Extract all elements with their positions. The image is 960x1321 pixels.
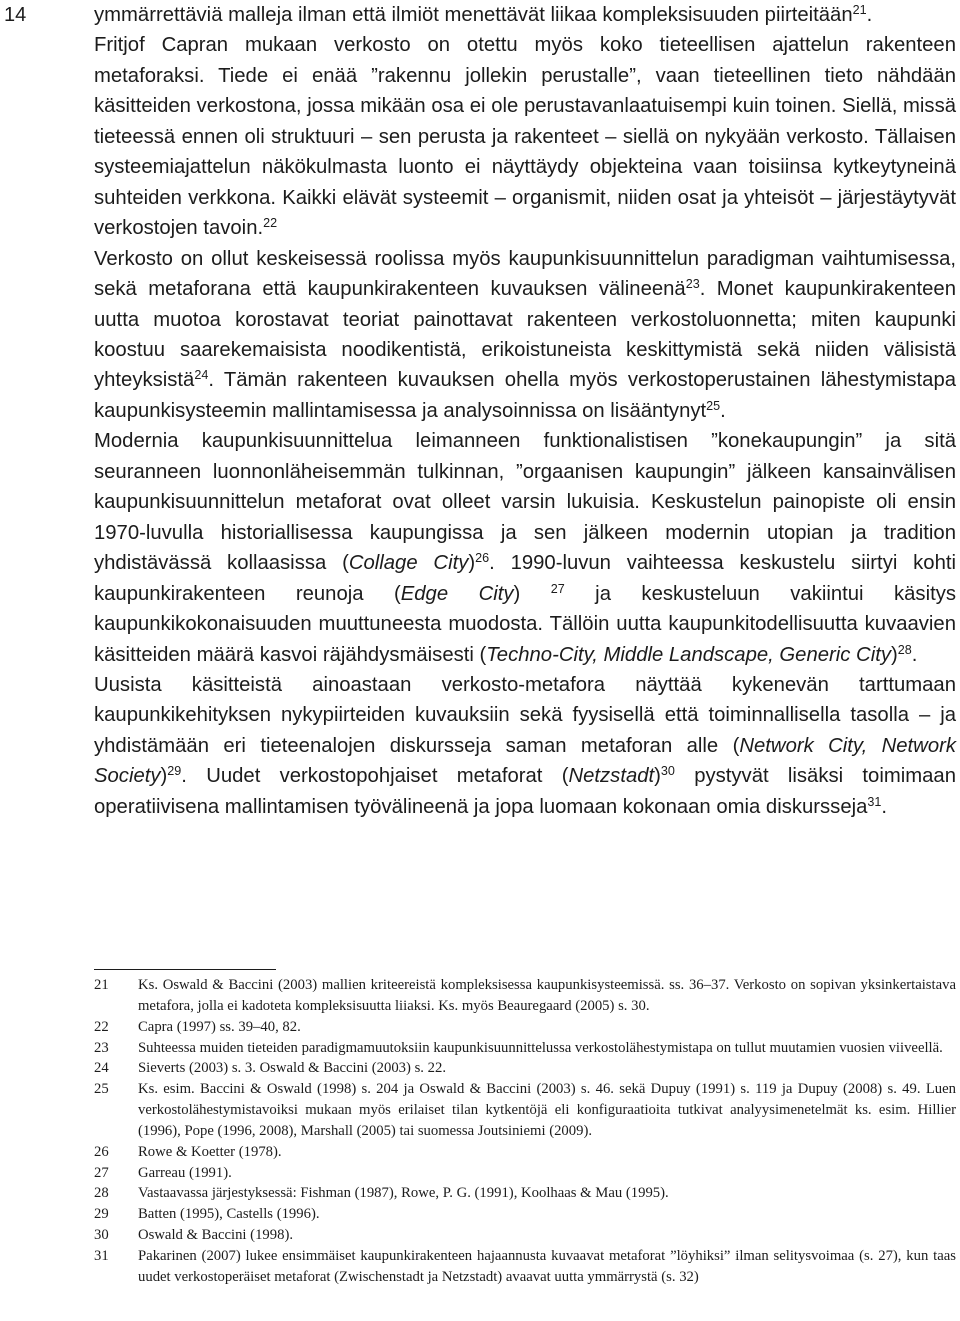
footnote-text: Ks. Oswald & Baccini (2003) mallien kriteereistä kompleksisessa kaupunkisysteemissä. ss. 36–37. Verkosto on sopivan yksinkertaistava metafora, jolla ei kadoteta kompleksisuutta liiaksi. Ks. myös Beauregaard (2005) s. 30. — [138, 977, 956, 1014]
footnote-number: 21 — [94, 977, 109, 993]
text-run: . — [720, 399, 726, 422]
paragraph — [94, 244, 956, 427]
footnote-ref: 26 — [475, 551, 490, 566]
italic-term: Techno-City, Middle Landscape, Generic City — [486, 643, 891, 666]
footnote-item — [94, 1058, 956, 1079]
footnote-ref: 21 — [852, 3, 867, 18]
footnote-text: Capra (1997) ss. 39–40, 82. — [138, 1018, 301, 1035]
footnote-ref: 23 — [685, 277, 700, 292]
footnote-text: Garreau (1991). — [138, 1164, 232, 1181]
footnote-number: 24 — [94, 1060, 109, 1077]
footnote-text: Pakarinen (2007) lukee ensimmäiset kaupunkirakenteen hajaannusta kuvaavat metaforat ”löyhiksi” ilman selitysvoimaa (s. 27), kun taas uudet verkostoperäiset metaforat (Zwischenstadt ja Netzstadt) avaavat uutta ymmärrystä (s. 32) — [138, 1247, 956, 1285]
text-run: . — [881, 795, 888, 818]
footnote-text: Rowe & Koetter (1978). — [138, 1143, 282, 1160]
footnote-ref: 24 — [194, 368, 209, 383]
footnote-item — [94, 1163, 956, 1184]
paragraph — [94, 426, 956, 670]
footnote-item — [94, 1142, 956, 1163]
text-run: pystyvät lisäksi toimimaan operatiivisena mallintamisen työvälineenä ja jopa luomaan kokonaan omia diskursseja — [94, 765, 956, 818]
italic-term: Netzstadt — [568, 765, 655, 788]
footnote-text: Suhteessa muiden tieteiden paradigmamuutoksiin kaupunkisuunnittelussa verkostolähestymistapa on tullut muutamien vuosien viiveellä. — [138, 1039, 943, 1056]
footnote-text: Sieverts (2003) s. 3. Oswald & Baccini (2003) s. 22. — [138, 1060, 446, 1077]
footnote-number: 28 — [94, 1185, 109, 1202]
text-run: Fritjof Capran mukaan verkosto on otettu myös koko tieteellisen ajattelun rakenteen metaforaksi. Tiede ei enää ”rakennu jollekin perustalle”, vaan tieteellinen tieto nähdään käsitteiden verkostona, jossa mikään osa ei ole perustavanlaatuisempi kuin toinen. Siellä, missä tieteessä ennen oli struktuuri – sen perusta ja rakenteet – siellä on nykyään verkosto. Tällaisen systeemiajattelun näkökulmasta luonto ei näyttäydy objekteina vaan toisiinsa kytkeytyneinä suhteiden verkkona. Kaikki elävät systeemit – organismit, niiden osat ja yhteisöt – järjestäytyvät verkostojen tavoin. — [94, 34, 956, 240]
footnote-ref: 22 — [263, 216, 278, 231]
footnote-number: 23 — [94, 1039, 109, 1056]
footnote-ref: 29 — [167, 764, 182, 779]
text-run: . Tämän rakenteen kuvauksen ohella myös verkostoperustainen lähestymistapa kaupunkisysteemin mallintamisessa ja analysoinnissa on lisääntynyt — [94, 369, 956, 422]
text-run: ) — [513, 582, 551, 605]
footnote-number: 25 — [94, 1081, 109, 1098]
text-run: ) — [468, 552, 476, 575]
footnote-ref: 28 — [897, 642, 912, 657]
footnote-ref: 30 — [660, 764, 675, 779]
italic-term: Collage City — [348, 552, 469, 575]
text-run: ) — [890, 643, 898, 666]
footnote-item — [94, 1246, 956, 1288]
footnote-ref: 27 — [550, 581, 565, 596]
footnote-item — [94, 1017, 956, 1038]
text-run: . — [866, 4, 873, 26]
footnote-number: 31 — [94, 1247, 109, 1264]
footnote-number: 26 — [94, 1143, 109, 1160]
footnote-ref: 31 — [867, 794, 882, 809]
footnotes — [94, 975, 956, 1288]
text-run: ja keskusteluun vakiintui käsitys kaupunkikokonaisuuden muuttuneesta muodosta. Tällöin uutta kaupunkitodellisuutta kuvaavien käsitteiden määrä kasvoi räjähdysmäisesti ( — [94, 582, 956, 666]
footnote-text: Batten (1995), Castells (1996). — [138, 1206, 320, 1223]
text-run: Modernia kaupunkisuunnittelua leimanneen funktionalistisen ”konekaupungin” ja sitä seuranneen luonnonläheisemmän tulkinnan, ”orgaanisen kaupungin” jälkeen kansainvälisen kaupunkisuunnittelun metaforat ovat olleet varsin lukuisia. Keskustelun painopiste oli ensin 1970-luvulla historiallisessa kaupungissa ja sen jälkeen modernin utopian ja tradition yhdistävässä kollaasissa ( — [94, 430, 956, 575]
paragraph — [94, 0, 956, 30]
footnote-text: Vastaavassa järjestyksessä: Fishman (1987), Rowe, P. G. (1991), Koolhaas & Mau (1995). — [138, 1185, 669, 1202]
footnote-ref: 25 — [706, 398, 721, 413]
footnote-item — [94, 1183, 956, 1204]
footnote-number: 27 — [94, 1164, 109, 1181]
italic-term: Edge City — [400, 582, 514, 605]
paragraph — [94, 30, 956, 243]
footnote-item — [94, 1038, 956, 1059]
footnote-divider — [94, 969, 276, 970]
text-run: . Monet kaupunkirakenteen uutta muotoa korostavat teoriat painottavat rakenteen verkostoluonnetta; miten kaupunki koostuu saarekemaisista noodikentistä, erikoistuneista keskittymistä sekä niiden välisistä yhteyksistä — [94, 278, 956, 392]
body-text — [94, 0, 956, 822]
text-run: ) — [654, 765, 661, 788]
paragraph — [94, 670, 956, 822]
footnote-number: 29 — [94, 1206, 109, 1223]
text-run: Uusista käsitteistä ainoastaan verkosto-metafora näyttää kykenevän tarttumaan kaupunkikehityksen nykypiirteiden kuvauksiin sekä fyysisellä että toiminnallisella tasolla – ja yhdistämään eri tieteenalojen diskursseja saman metaforan alle ( — [94, 673, 956, 757]
footnote-text: Ks. esim. Baccini & Oswald (1998) s. 204 ja Oswald & Baccini (2003) s. 46. sekä Dupuy (1991) s. 119 ja Dupuy (2008) s. 49. Luen verkostolähestymistavoiksi mukaan myös erilaiset tilan kytkentöjä eli konfiguraatioita tutkivat analyysimenetelmät ks. esim. Hillier (1996), Pope (1996, 2008), Marshall (2005) tai suomessa Joutsiniemi (2009). — [138, 1081, 956, 1139]
text-run: ymmärrettäviä malleja ilman että ilmiöt menettävät liikaa kompleksisuuden piirteitään — [94, 4, 853, 26]
footnote-text: Oswald & Baccini (1998). — [138, 1227, 294, 1244]
italic-term: Network City, Network Society — [94, 734, 956, 788]
footnote-item — [94, 1204, 956, 1225]
footnote-item — [94, 1225, 956, 1246]
text-run: . — [911, 643, 918, 666]
text-run: ) — [160, 765, 168, 788]
footnote-number: 22 — [94, 1018, 109, 1035]
footnote-number: 30 — [94, 1227, 109, 1244]
text-run: Verkosto on ollut keskeisessä roolissa myös kaupunkisuunnittelun paradigman vaihtumisessa, sekä metaforana että kaupunkirakenteen kuvauksen välineenä — [94, 247, 956, 301]
text-run: . 1990-luvun vaihteessa keskustelu siirtyi kohti kaupunkirakenteen reunoja ( — [94, 552, 956, 605]
footnote-item — [94, 1079, 956, 1142]
page-number: 14 — [4, 4, 27, 26]
footnote-item — [94, 975, 956, 1017]
text-run: . Uudet verkostopohjaiset metaforat ( — [181, 765, 569, 788]
